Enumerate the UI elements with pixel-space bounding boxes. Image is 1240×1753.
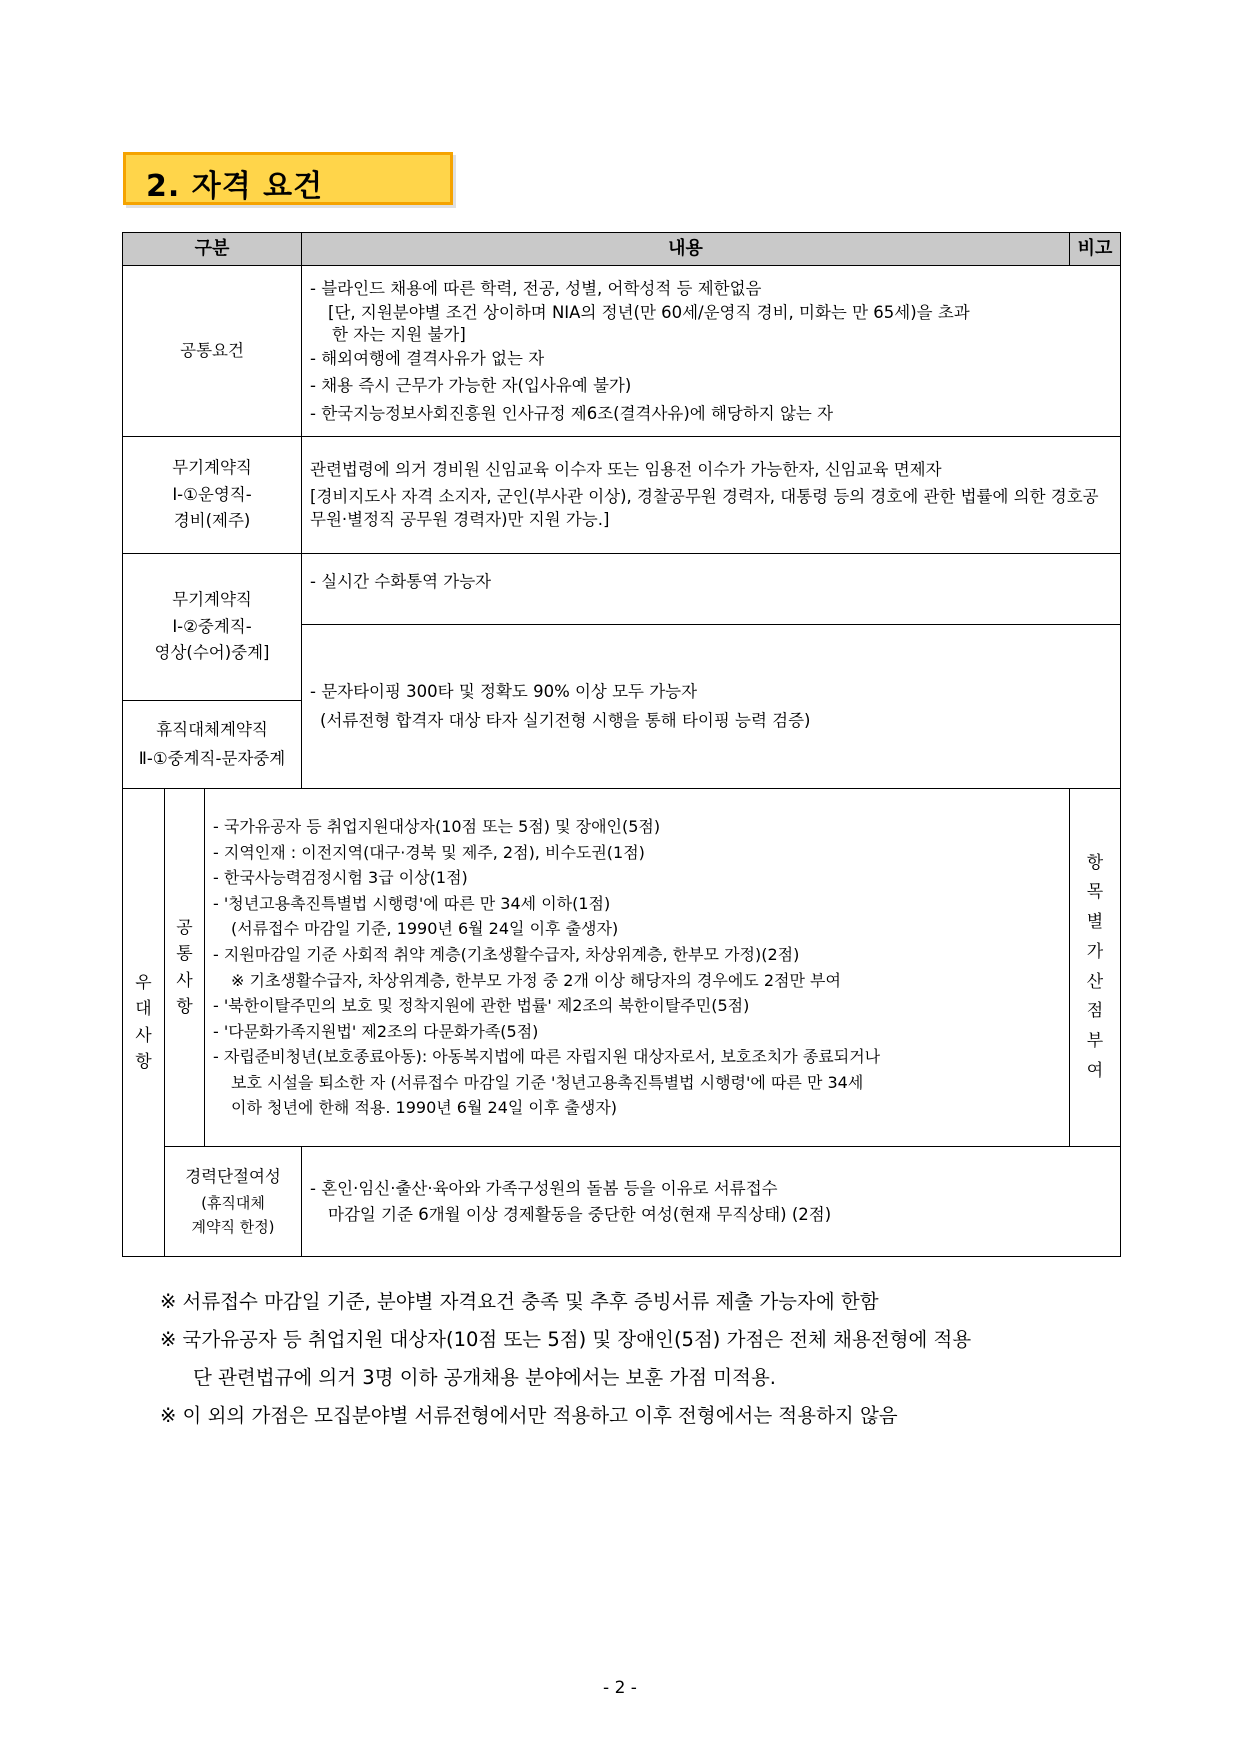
common-line: - 블라인드 채용에 따른 학력, 전공, 성별, 어학성적 등 제한없음 — [310, 279, 762, 299]
common-line: - 한국지능정보사회진흥원 인사규정 제6조(결격사유)에 해당하지 않는 자 — [310, 403, 834, 423]
remark-char: 여 — [1086, 1060, 1104, 1081]
preference-label-char: 항 — [135, 1051, 152, 1072]
common-line: - 채용 즉시 근무가 가능한 자(입사유예 불가) — [310, 376, 632, 396]
remark-char: 점 — [1086, 1001, 1104, 1022]
security-label-line: 무기계약직 — [172, 458, 252, 478]
preference-common-label — [165, 789, 205, 1147]
section-title: 2. 자격 요건 — [146, 169, 324, 204]
row-sign-relay — [123, 554, 1121, 625]
sign-relay-label-line: 무기계약직 — [172, 590, 252, 610]
notes — [160, 1283, 971, 1435]
preference-item: - '다문화가족지원법' 제2조의 다문화가족(5점) — [213, 1021, 539, 1041]
qualification-table — [122, 232, 1121, 1257]
security-label-line: Ⅰ-①운영직- — [172, 484, 252, 504]
section-heading — [123, 152, 453, 205]
preference-item: - '북한이탈주민의 보호 및 정착지원에 관한 법률' 제2조의 북한이탈주민(5점) — [213, 996, 750, 1016]
sign-relay-label-line: Ⅰ-②중계직- — [172, 616, 252, 636]
security-line: 관련법령에 의거 경비원 신임교육 이수자 또는 임용전 이수가 가능한자, 신임교육 면제자 — [310, 459, 942, 479]
preference-item: (서류접수 마감일 기준, 1990년 6월 24일 이후 출생자) — [231, 919, 619, 939]
career-line: - 혼인·임신·출산·육아와 가족구성원의 돌봄 등을 이유로 서류접수 — [310, 1178, 778, 1198]
sign-relay-label — [123, 554, 302, 701]
common-line: 한 자는 지원 불가] — [332, 324, 466, 344]
career-label-line: 경력단절여성 — [185, 1167, 281, 1187]
preference-item: - 한국사능력검정시험 3급 이상(1점) — [213, 868, 468, 888]
preference-item: - 지역인재 : 이전지역(대구·경북 및 제주, 2점), 비수도권(1점) — [213, 842, 645, 862]
career-line: 마감일 기준 6개월 이상 경제활동을 중단한 여성(현재 무직상태) (2점) — [328, 1204, 832, 1224]
note-line: ※ 국가유공자 등 취업지원 대상자(10점 또는 5점) 및 장애인(5점) 가점은 전체 채용전형에 적용 — [160, 1328, 972, 1351]
preference-item: 이하 청년에 한해 적용. 1990년 6월 24일 이후 출생자) — [231, 1098, 618, 1118]
text-relay-line: (서류전형 합격자 대상 타자 실기전형 시행을 통해 타이핑 능력 검증) — [320, 710, 811, 730]
preference-label-char: 우 — [135, 972, 152, 993]
remark-char: 항 — [1086, 852, 1104, 873]
sign-relay-content: - 실시간 수화통역 가능자 — [302, 554, 1121, 625]
common-label: 공통요건 — [123, 266, 302, 437]
preference-item: - '청년고용촉진특별법 시행령'에 따른 만 34세 이하(1점) — [213, 893, 611, 913]
header-category: 구분 — [123, 233, 302, 266]
career-label-line: 계약직 한정) — [191, 1217, 275, 1236]
header-remarks: 비고 — [1070, 233, 1121, 266]
preference-item: - 자립준비청년(보호종료아동): 아동복지법에 따른 자립지원 대상자로서, 보호조치가 종료되거나 — [213, 1047, 881, 1067]
preference-item: - 국가유공자 등 취업지원대상자(10점 또는 5점) 및 장애인(5점) — [213, 816, 661, 836]
remark-char: 부 — [1086, 1031, 1104, 1051]
preference-item: ※ 기초생활수급자, 차상위계층, 한부모 가정 중 2개 이상 해당자의 경우에도 2점만 부여 — [231, 970, 841, 990]
preference-common-char: 통 — [176, 944, 193, 965]
text-relay-label-line: 휴직대체계약직 — [156, 720, 268, 740]
common-line: [단, 지원분야별 조건 상이하며 NIA의 정년(만 60세/운영직 경비, 미화는 만 65세)을 초과 — [328, 303, 970, 323]
common-content — [302, 266, 1121, 437]
row-preference-career — [123, 1147, 1121, 1257]
text-relay-content — [302, 625, 1121, 789]
row-security — [123, 437, 1121, 554]
preference-common-char: 사 — [176, 970, 193, 991]
table-header-row — [123, 233, 1121, 266]
career-content — [302, 1147, 1121, 1257]
common-line: - 해외여행에 결격사유가 없는 자 — [310, 349, 545, 369]
text-relay-label-line: Ⅱ-①중계직-문자중계 — [138, 748, 286, 768]
preference-remark — [1070, 789, 1121, 1147]
remark-char: 별 — [1086, 912, 1104, 932]
preference-item: 보호 시설을 퇴소한 자 (서류접수 마감일 기준 '청년고용촉진특별법 시행령'에 따른 만 34세 — [231, 1072, 864, 1092]
career-label — [165, 1147, 302, 1257]
security-label-line: 경비(제주) — [173, 511, 251, 531]
security-label — [123, 437, 302, 554]
text-relay-line: - 문자타이핑 300타 및 정확도 90% 이상 모두 가능자 — [310, 682, 698, 702]
note-line: ※ 이 외의 가점은 모집분야별 서류전형에서만 적용하고 이후 전형에서는 적용하지 않음 — [160, 1404, 898, 1427]
text-relay-label — [123, 701, 302, 789]
security-line: [경비지도사 자격 소지자, 군인(부사관 이상), 경찰공무원 경력자, 대통령 등의 경호에 관한 법률에 의한 경호공무원·별정직 공무원 경력자)만 지원 가능.] — [310, 486, 1099, 530]
preference-label-char: 대 — [135, 999, 152, 1020]
row-preference-common — [123, 789, 1121, 1147]
note-line: 단 관련법규에 의거 3명 이하 공개채용 분야에서는 보훈 가점 미적용. — [193, 1366, 776, 1389]
remark-char: 산 — [1086, 971, 1104, 992]
career-label-line: (휴직대체 — [201, 1193, 265, 1212]
preference-common-char: 항 — [176, 996, 193, 1017]
row-common-requirements — [123, 266, 1121, 437]
remark-char: 목 — [1086, 882, 1104, 903]
preference-label — [123, 789, 165, 1257]
remark-char: 가 — [1086, 941, 1104, 962]
header-content: 내용 — [302, 233, 1070, 266]
preference-items — [205, 789, 1070, 1147]
preference-common-char: 공 — [176, 917, 193, 938]
preference-item: - 지원마감일 기준 사회적 취약 계층(기초생활수급자, 차상위계층, 한부모 가정)(2점) — [213, 944, 800, 964]
sign-relay-label-line: 영상(수어)중계] — [154, 643, 270, 663]
page-number: - 2 - — [603, 1678, 637, 1698]
note-line: ※ 서류접수 마감일 기준, 분야별 자격요건 충족 및 추후 증빙서류 제출 가능자에 한함 — [160, 1290, 879, 1313]
security-content — [302, 437, 1121, 554]
preference-label-char: 사 — [135, 1025, 152, 1046]
